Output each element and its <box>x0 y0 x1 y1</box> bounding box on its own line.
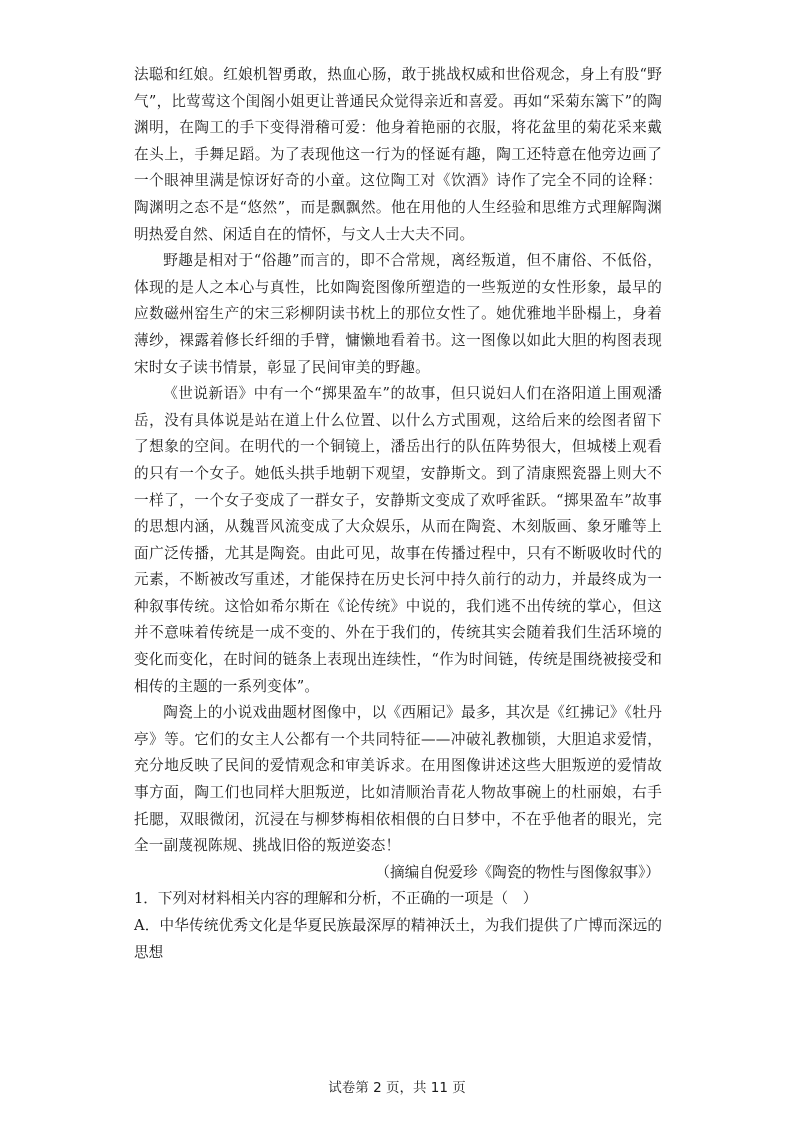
question-stem: 1．下列对材料相关内容的理解和分析，不正确的一项是（ ） <box>134 890 538 908</box>
source-citation: （摘编自倪爱珍《陶瓷的物性与图像叙事》） <box>375 863 660 881</box>
article-body <box>134 62 662 966</box>
page-footer: 试卷第 2 页，共 11 页 <box>328 1080 466 1096</box>
paragraph-2: 野趣是相对于“俗趣”而言的，即不合常规，离经叛道，但不庸俗、不低俗，体现的是人之本心与真性，比如陶瓷图像所塑造的一些叛逆的女性形象，最早的应数磁州窑生产的宋三彩柳阴读书枕上的那位女性了。她优雅地半卧榻上，身着薄纱，裸露着修长纤细的手臂，慵懒地看着书。这一图像以如此大胆的构图表现宋时女子读书情景，彰显了民间审美的野趣。 <box>134 252 662 376</box>
question-option-a: A．中华传统优秀文化是华夏民族最深厚的精神沃土，为我们提供了广博而深远的思想 <box>134 917 662 961</box>
paragraph-1: 法聪和红娘。红娘机智勇敢，热血心肠，敢于挑战权威和世俗观念，身上有股“野气”，比莺莺这个闺阁小姐更让普通民众觉得亲近和喜爱。再如“采菊东篱下”的陶渊明，在陶工的手下变得滑稽可爱：他身着艳丽的衣服，将花盆里的菊花采来戴在头上，手舞足蹈。为了表现他这一行为的怪诞有趣，陶工还特意在他旁边画了一个眼神里满是惊讶好奇的小童。这位陶工对《饮酒》诗作了完全不同的诠释：陶渊明之态不是“悠然”，而是飘飘然。他在用他的人生经验和思维方式理解陶渊明热爱自然、闲适自在的情怀，与文人士大夫不同。 <box>134 66 662 243</box>
paragraph-4: 陶瓷上的小说戏曲题材图像中，以《西厢记》最多，其次是《红拂记》《牡丹亭》等。它们的女主人公都有一个共同特征——冲破礼教枷锁，大胆追求爱情，充分地反映了民间的爱情观念和审美诉求。在用图像讲述这些大胆叛逆的爱情故事方面，陶工们也同样大胆叛逆，比如清顺治青花人物故事碗上的杜丽娘，右手托腮，双眼微闭，沉浸在与柳梦梅相依相偎的白日梦中，不在乎他者的眼光，完全一副蔑视陈规、挑战旧俗的叛逆姿态！ <box>134 704 662 855</box>
paragraph-3: 《世说新语》中有一个“掷果盈车”的故事，但只说妇人们在洛阳道上围观潘岳，没有具体说是站在道上什么位置、以什么方式围观，这给后来的绘图者留下了想象的空间。在明代的一个铜镜上，潘岳出行的队伍阵势很大，但城楼上观看的只有一个女子。她低头拱手地朝下观望，安静斯文。到了清康熙瓷器上则大不一样了，一个女子变成了一群女子，安静斯文变成了欢呼雀跃。“掷果盈车”故事的思想内涵，从魏晋风流变成了大众娱乐，从而在陶瓷、木刻版画、象牙雕等上面广泛传播，尤其是陶瓷。由此可见，故事在传播过程中，只有不断吸收时代的元素，不断被改写重述，才能保持在历史长河中持久前行的动力，并最终成为一种叙事传统。这恰如希尔斯在《论传统》中说的，我们逃不出传统的掌心，但这并不意味着传统是一成不变的、外在于我们的，传统其实会随着我们生活环境的变化而变化，在时间的链条上表现出连续性，“作为时间链，传统是围绕被接受和相传的主题的一系列变体”。 <box>134 385 662 695</box>
